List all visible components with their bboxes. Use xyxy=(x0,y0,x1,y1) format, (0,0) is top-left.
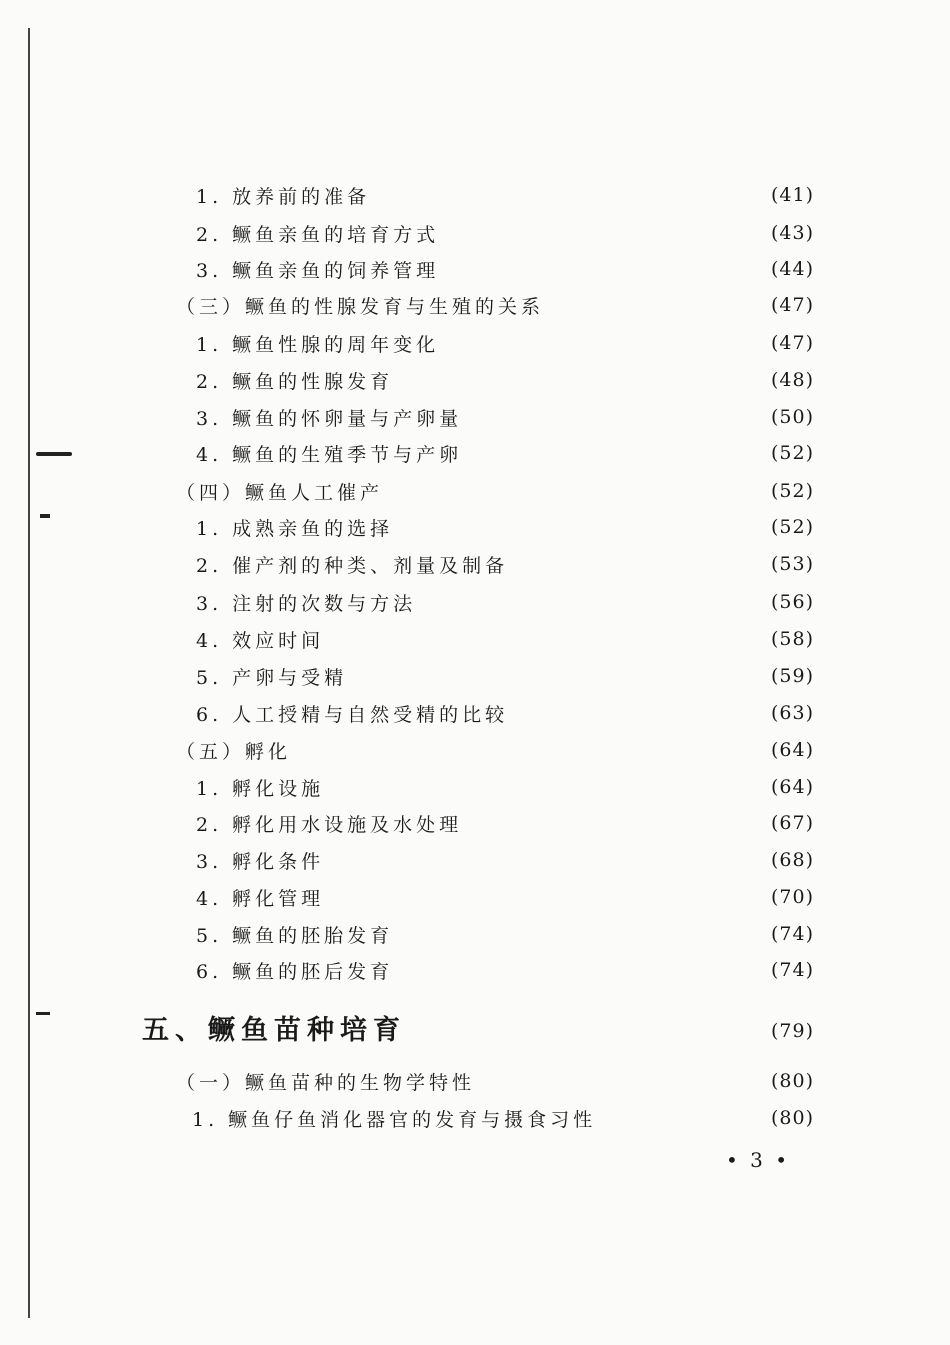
toc-entry[interactable] xyxy=(196,955,814,985)
dot-leader xyxy=(516,549,759,579)
dot-leader xyxy=(401,919,759,949)
toc-entry-page: (52) xyxy=(770,442,814,464)
toc-section-title: （三）鳜鱼的性腺发育与生殖的关系 xyxy=(176,295,545,318)
toc-entry-page: (47) xyxy=(770,332,814,354)
toc-section[interactable] xyxy=(176,735,814,765)
toc-entry-title: 6. 鳜鱼的胚后发育 xyxy=(196,960,394,983)
toc-entry-title: 4. 孵化管理 xyxy=(196,887,325,910)
toc-entry[interactable] xyxy=(196,254,814,284)
toc-entry-page: (43) xyxy=(770,222,814,244)
toc-entry-page: (50) xyxy=(770,406,814,428)
toc-entry-title: 4. 鳜鱼的生殖季节与产卵 xyxy=(196,443,463,466)
toc-entry[interactable] xyxy=(196,180,814,210)
dot-leader xyxy=(447,218,759,248)
dot-leader xyxy=(424,587,759,617)
toc-entry-page: (74) xyxy=(770,959,814,981)
toc-section-page: (80) xyxy=(770,1070,814,1092)
toc-entry-page: (52) xyxy=(770,516,814,538)
toc-entry-page: (70) xyxy=(770,886,814,908)
dot-leader xyxy=(552,290,759,320)
toc-entry-page: (59) xyxy=(770,665,814,687)
toc-entry-page: (53) xyxy=(770,553,814,575)
toc-entry[interactable] xyxy=(192,1103,814,1133)
toc-section[interactable] xyxy=(176,1066,814,1096)
toc-section-title: （五）孵化 xyxy=(176,740,292,763)
toc-section-page: (47) xyxy=(770,294,814,316)
toc-entry[interactable] xyxy=(196,328,814,358)
toc-entry-page: (48) xyxy=(770,369,814,391)
dot-leader xyxy=(516,698,759,728)
toc-entry-title: 1. 鳜鱼性腺的周年变化 xyxy=(196,333,440,356)
toc-entry[interactable] xyxy=(196,845,814,875)
toc-entry[interactable] xyxy=(196,661,814,691)
toc-entry-title: 5. 鳜鱼的胚胎发育 xyxy=(196,924,394,947)
toc-section[interactable] xyxy=(176,290,814,320)
toc-section-page: (64) xyxy=(770,739,814,761)
dot-leader xyxy=(391,476,759,506)
toc-entry-page: (68) xyxy=(770,849,814,871)
dot-leader xyxy=(470,402,759,432)
page-number: • 3 • xyxy=(726,1148,791,1172)
dot-leader xyxy=(447,328,759,358)
toc-section-title: （四）鳜鱼人工催产 xyxy=(176,481,384,504)
toc-entry-title: 3. 注射的次数与方法 xyxy=(196,592,417,615)
toc-section-title: （一）鳜鱼苗种的生物学特性 xyxy=(176,1071,476,1094)
toc-entry-title: 1. 成熟亲鱼的选择 xyxy=(196,517,394,540)
toc-entry[interactable] xyxy=(196,808,814,838)
dot-leader xyxy=(332,772,759,802)
toc-entry-page: (41) xyxy=(770,184,814,206)
toc-entry[interactable] xyxy=(196,624,814,654)
toc-entry-page: (67) xyxy=(770,812,814,834)
toc-entry-title: 3. 鳜鱼亲鱼的饲养管理 xyxy=(196,259,440,282)
dot-leader xyxy=(414,1006,759,1048)
toc-entry-title: 2. 鳜鱼的性腺发育 xyxy=(196,370,394,393)
toc-entry[interactable] xyxy=(196,549,814,579)
toc-entry[interactable] xyxy=(196,365,814,395)
toc-entry-page: (63) xyxy=(770,702,814,724)
dot-leader xyxy=(447,254,759,284)
toc-entry-title: 3. 鳜鱼的怀卵量与产卵量 xyxy=(196,407,463,430)
dot-leader xyxy=(355,661,759,691)
toc-entry-page: (58) xyxy=(770,628,814,650)
toc-entry[interactable] xyxy=(196,218,814,248)
toc-entry-title: 1. 鳜鱼仔鱼消化器官的发育与摄食习性 xyxy=(192,1108,597,1131)
toc-entry-title: 3. 孵化条件 xyxy=(196,850,325,873)
dot-leader xyxy=(332,624,759,654)
toc-entry-title: 4. 效应时间 xyxy=(196,629,325,652)
dot-leader xyxy=(401,512,759,542)
toc-chapter-title: 五、鳜鱼苗种培育 xyxy=(142,1014,406,1046)
toc-entry-page: (56) xyxy=(770,591,814,613)
dot-leader xyxy=(332,845,759,875)
toc-entry-title: 2. 鳜鱼亲鱼的培育方式 xyxy=(196,223,440,246)
toc-entry[interactable] xyxy=(196,882,814,912)
toc-section[interactable] xyxy=(176,476,814,506)
toc-entry-title: 1. 放养前的准备 xyxy=(196,185,371,208)
toc-entry[interactable] xyxy=(196,698,814,728)
toc-entry[interactable] xyxy=(196,512,814,542)
toc-entry[interactable] xyxy=(196,438,814,468)
dot-leader xyxy=(378,180,759,210)
toc-entry-title: 5. 产卵与受精 xyxy=(196,666,348,689)
toc-entry[interactable] xyxy=(196,402,814,432)
dot-leader xyxy=(401,365,759,395)
toc-entry-title: 6. 人工授精与自然受精的比较 xyxy=(196,703,509,726)
dot-leader xyxy=(483,1066,759,1096)
toc-entry-page: (80) xyxy=(770,1107,814,1129)
toc-entry-title: 2. 孵化用水设施及水处理 xyxy=(196,813,463,836)
toc-section-page: (52) xyxy=(770,480,814,502)
toc-chapter-page: (79) xyxy=(770,1020,814,1042)
toc-entry-title: 2. 催产剂的种类、剂量及制备 xyxy=(196,554,509,577)
dot-leader xyxy=(299,735,759,765)
toc-entry-page: (74) xyxy=(770,923,814,945)
dot-leader xyxy=(332,882,759,912)
toc-entry-page: (44) xyxy=(770,258,814,280)
toc-chapter[interactable] xyxy=(142,1006,814,1048)
toc-entry-title: 1. 孵化设施 xyxy=(196,777,325,800)
dot-leader xyxy=(604,1103,759,1133)
toc-entry-page: (64) xyxy=(770,776,814,798)
toc-entry[interactable] xyxy=(196,587,814,617)
dot-leader xyxy=(470,808,759,838)
toc-entry[interactable] xyxy=(196,919,814,949)
dot-leader xyxy=(470,438,759,468)
toc-entry[interactable] xyxy=(196,772,814,802)
dot-leader xyxy=(401,955,759,985)
